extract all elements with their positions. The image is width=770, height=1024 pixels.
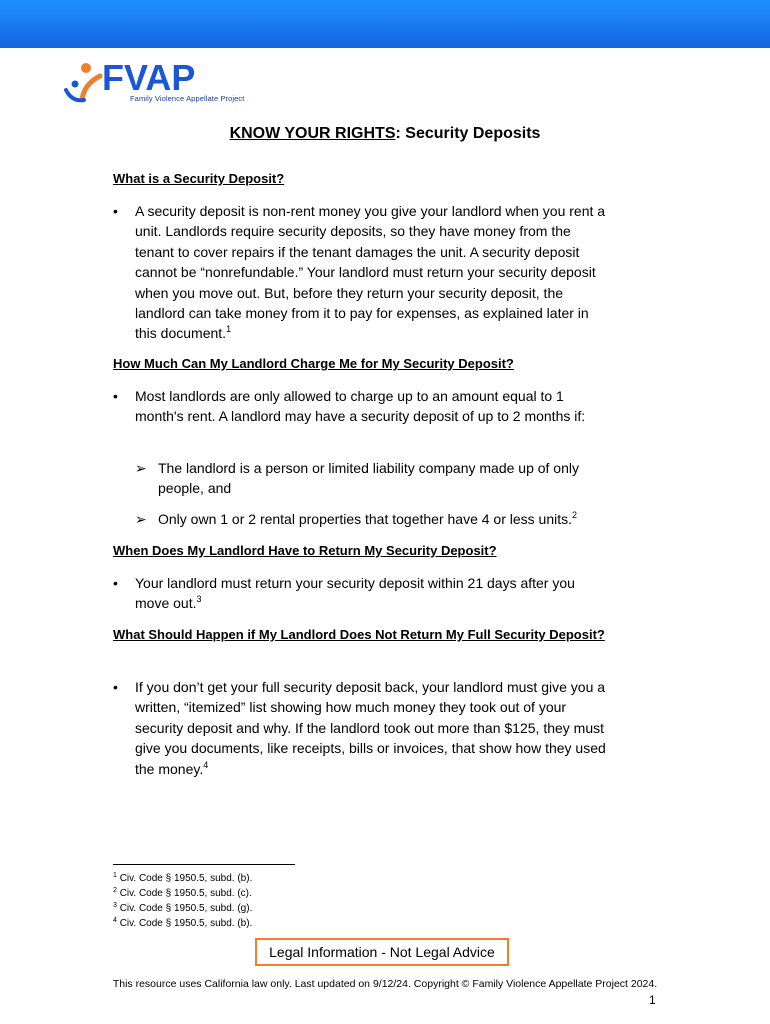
page-title-suffix: : Security Deposits [395,125,541,142]
list-item-text: Your landlord must return your security deposit within 21 days after you move out. [135,575,575,612]
sub-list-item-text: Only own 1 or 2 rental properties that together have 4 or less units. [158,511,573,527]
footnote-ref[interactable]: 3 [196,594,202,605]
section-heading: How Much Can My Landlord Charge Me for My Security Deposit? [113,356,514,371]
footnote-number: 4 [113,917,117,924]
footnote-text: Civ. Code § 1950.5, subd. (g). [119,903,253,914]
page-title-prefix: KNOW YOUR RIGHTS [229,125,396,142]
arrow-bullet-icon: ➢ [135,460,147,476]
section-heading: When Does My Landlord Have to Return My Security Deposit? [113,543,497,558]
top-banner [0,0,770,48]
list-item [113,386,613,427]
logo-figure-head-orange [81,63,91,73]
footnote [113,917,252,931]
list-item-text: Most landlords are only allowed to charge up to an amount equal to 1 month's rent. A landlord may have a security deposit of up to 2 months if: [135,388,586,425]
logo-wordmark: FVAP [102,57,196,98]
footnote-text: Civ. Code § 1950.5, subd. (c). [119,888,252,899]
sub-list-item [135,458,615,499]
footnote-number: 2 [113,887,117,894]
footnote [113,887,252,901]
list-item-text: If you don’t get your full security deposit back, your landlord must give you a written, “itemized” list showing how much money they took out of your security deposit and why. If the landlord took out more than $125, they must give you documents, like receipts, bills or invoices, that show how they used the money. [135,679,606,777]
footnote-ref[interactable]: 2 [572,510,578,520]
page-footer: This resource uses California law only. Last updated on 9/12/24. Copyright © Family Violence Appellate Project 2024. [112,978,658,990]
logo-figure-head-blue [72,81,79,88]
bullet-marker: • [113,679,118,695]
footnote-number: 1 [113,872,117,879]
section-heading: What is a Security Deposit? [113,171,285,186]
logo-tagline: Family Violence Appellate Project [130,94,245,103]
footnote-text: Civ. Code § 1950.5, subd. (b). [119,918,253,929]
logo-figure-body-orange [82,76,100,100]
bullet-marker: • [113,388,118,404]
footnote [113,902,252,916]
section-heading: What Should Happen if My Landlord Does Not Return My Full Security Deposit? [113,627,605,642]
legal-notice-box: Legal Information - Not Legal Advice [255,938,509,966]
sub-list-item-text: The landlord is a person or limited liability company made up of only people, and [158,460,579,497]
footnote-number: 3 [113,902,117,909]
list-item [113,573,613,614]
list-item-text: A security deposit is non-rent money you give your landlord when you rent a unit. Landlords require security deposits, so they have money from the tenant to cover repairs if the tenant damages the unit. A security deposit cannot be “nonrefundable.” Your landlord must return your security deposit when you move out. But, before they return your security deposit, the landlord can take money from it to pay for expenses, as explained later in this document. [135,203,606,342]
bullet-marker: • [113,575,118,591]
sub-list-item [135,509,615,529]
page-number: 1 [649,993,656,1007]
arrow-bullet-icon: ➢ [135,511,147,527]
footnote-ref[interactable]: 4 [203,759,209,770]
footnote-ref[interactable]: 1 [226,324,232,335]
footnote [113,872,252,886]
bullet-marker: • [113,203,118,219]
list-item [113,677,613,779]
page-title [0,125,770,143]
footnote-text: Civ. Code § 1950.5, subd. (b). [119,873,253,884]
footnote-divider [113,864,295,865]
list-item [113,201,613,344]
